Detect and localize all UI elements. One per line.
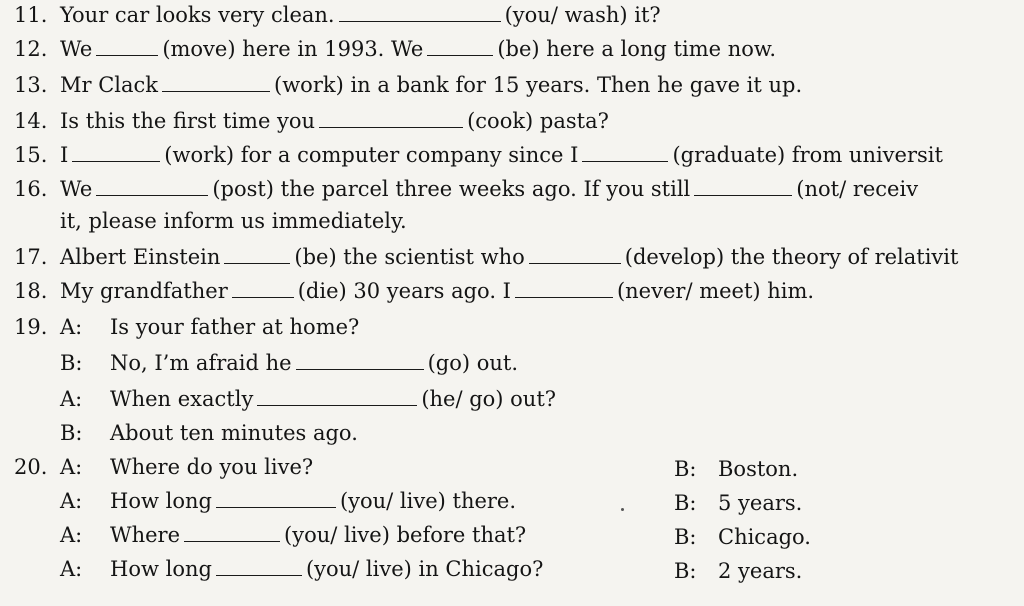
answer-blank[interactable] (96, 37, 158, 56)
exercise-text: (go) out. (427, 351, 519, 375)
exercise-17 (14, 244, 958, 270)
exercise-text: My grandfather (60, 279, 228, 303)
exercise-text: (you/ wash) it? (504, 3, 661, 27)
exercise-20-reply-4 (674, 558, 802, 584)
reply-text: 5 years. (718, 491, 803, 515)
exercise-text: No, I’m afraid he (110, 351, 292, 375)
answer-blank[interactable] (232, 279, 294, 298)
speaker-label: A: (60, 489, 83, 513)
exercise-text: Where do you live? (110, 455, 314, 479)
exercise-text: (work) in a bank for 15 years. Then he gave it up. (274, 73, 803, 97)
exercise-12 (14, 36, 776, 62)
exercise-text: Is this the first time you (60, 109, 316, 133)
exercise-text: (you/ live) there. (339, 489, 517, 513)
speaker-label: B: (674, 491, 697, 515)
exercise-text: (die) 30 years ago. I (297, 279, 511, 303)
exercise-20-line-1 (14, 454, 313, 480)
answer-blank[interactable] (319, 109, 463, 128)
answer-blank[interactable] (582, 143, 668, 162)
exercise-14 (14, 108, 609, 134)
answer-blank[interactable] (339, 3, 501, 22)
speaker-label: B: (674, 525, 697, 549)
answer-blank[interactable] (296, 351, 424, 370)
exercise-text: How long (110, 557, 212, 581)
exercise-20-reply-1 (674, 456, 798, 482)
exercise-20-line-2 (60, 488, 516, 514)
exercise-text: How long (110, 489, 212, 513)
answer-blank[interactable] (515, 279, 613, 298)
exercise-text: We (60, 177, 93, 201)
exercise-text: (you/ live) in Chicago? (305, 557, 544, 581)
exercise-16-continuation (60, 208, 407, 234)
speaker-label: B: (674, 457, 697, 481)
reply-text: 2 years. (718, 559, 803, 583)
exercise-19-line-1 (14, 314, 359, 340)
exercise-text: About ten minutes ago. (110, 421, 358, 445)
exercise-number: 18. (14, 279, 48, 303)
exercise-text: (develop) the theory of relativit (624, 245, 959, 269)
exercise-number: 13. (14, 73, 48, 97)
exercise-number: 11. (14, 3, 48, 27)
exercise-20-line-3 (60, 522, 526, 548)
exercise-text: Your car looks very clean. (60, 3, 335, 27)
exercise-text: (be) here a long time now. (497, 37, 777, 61)
speaker-label: A: (60, 455, 83, 479)
exercise-text: (he/ go) out? (421, 387, 557, 411)
answer-blank[interactable] (184, 523, 280, 542)
exercise-text: Albert Einstein (60, 245, 221, 269)
stray-mark (621, 508, 624, 511)
exercise-text: (post) the parcel three weeks ago. If you still (212, 177, 691, 201)
exercise-text: (work) for a computer company since I (164, 143, 579, 167)
exercise-text: Where (110, 523, 181, 547)
answer-blank[interactable] (216, 557, 302, 576)
reply-text: Chicago. (718, 525, 811, 549)
exercise-20-reply-3 (674, 524, 811, 550)
exercise-number: 14. (14, 109, 48, 133)
speaker-label: A: (60, 387, 83, 411)
exercise-20-reply-2 (674, 490, 802, 516)
answer-blank[interactable] (694, 177, 792, 196)
exercise-text: (you/ live) before that? (284, 523, 527, 547)
exercise-20-line-4 (60, 556, 543, 582)
exercise-number: 12. (14, 37, 48, 61)
speaker-label: B: (60, 351, 83, 375)
exercise-15 (14, 142, 943, 168)
exercise-text: Is your father at home? (110, 315, 360, 339)
exercise-text: it, please inform us immediately. (60, 209, 407, 233)
exercise-text: (never/ meet) him. (616, 279, 815, 303)
exercise-number: 15. (14, 143, 48, 167)
exercise-19-line-4 (60, 420, 358, 446)
exercise-text: (graduate) from universit (672, 143, 943, 167)
speaker-label: B: (60, 421, 83, 445)
speaker-label: A: (60, 557, 83, 581)
answer-blank[interactable] (216, 489, 336, 508)
exercise-11 (14, 2, 661, 28)
exercise-number: 16. (14, 177, 48, 201)
exercise-text: (be) the scientist who (294, 245, 525, 269)
exercise-13 (14, 72, 802, 98)
exercise-number: 17. (14, 245, 48, 269)
answer-blank[interactable] (257, 387, 417, 406)
speaker-label: A: (60, 523, 83, 547)
answer-blank[interactable] (72, 143, 160, 162)
answer-blank[interactable] (529, 245, 621, 264)
exercise-text: (not/ receiv (796, 177, 919, 201)
exercise-16 (14, 176, 918, 202)
answer-blank[interactable] (162, 73, 270, 92)
exercise-text: When exactly (110, 387, 254, 411)
exercise-text: We (60, 37, 93, 61)
reply-text: Boston. (718, 457, 799, 481)
answer-blank[interactable] (224, 245, 290, 264)
exercise-number: 19. (14, 315, 48, 339)
answer-blank[interactable] (96, 177, 208, 196)
exercise-text: Mr Clack (60, 73, 159, 97)
exercise-number: 20. (14, 455, 48, 479)
exercise-text: (cook) pasta? (467, 109, 609, 133)
exercise-text: I (60, 143, 69, 167)
exercise-19-line-2 (60, 350, 518, 376)
answer-blank[interactable] (427, 37, 493, 56)
speaker-label: B: (674, 559, 697, 583)
exercise-18 (14, 278, 814, 304)
exercise-text: (move) here in 1993. We (162, 37, 424, 61)
exercise-19-line-3 (60, 386, 556, 412)
speaker-label: A: (60, 315, 83, 339)
